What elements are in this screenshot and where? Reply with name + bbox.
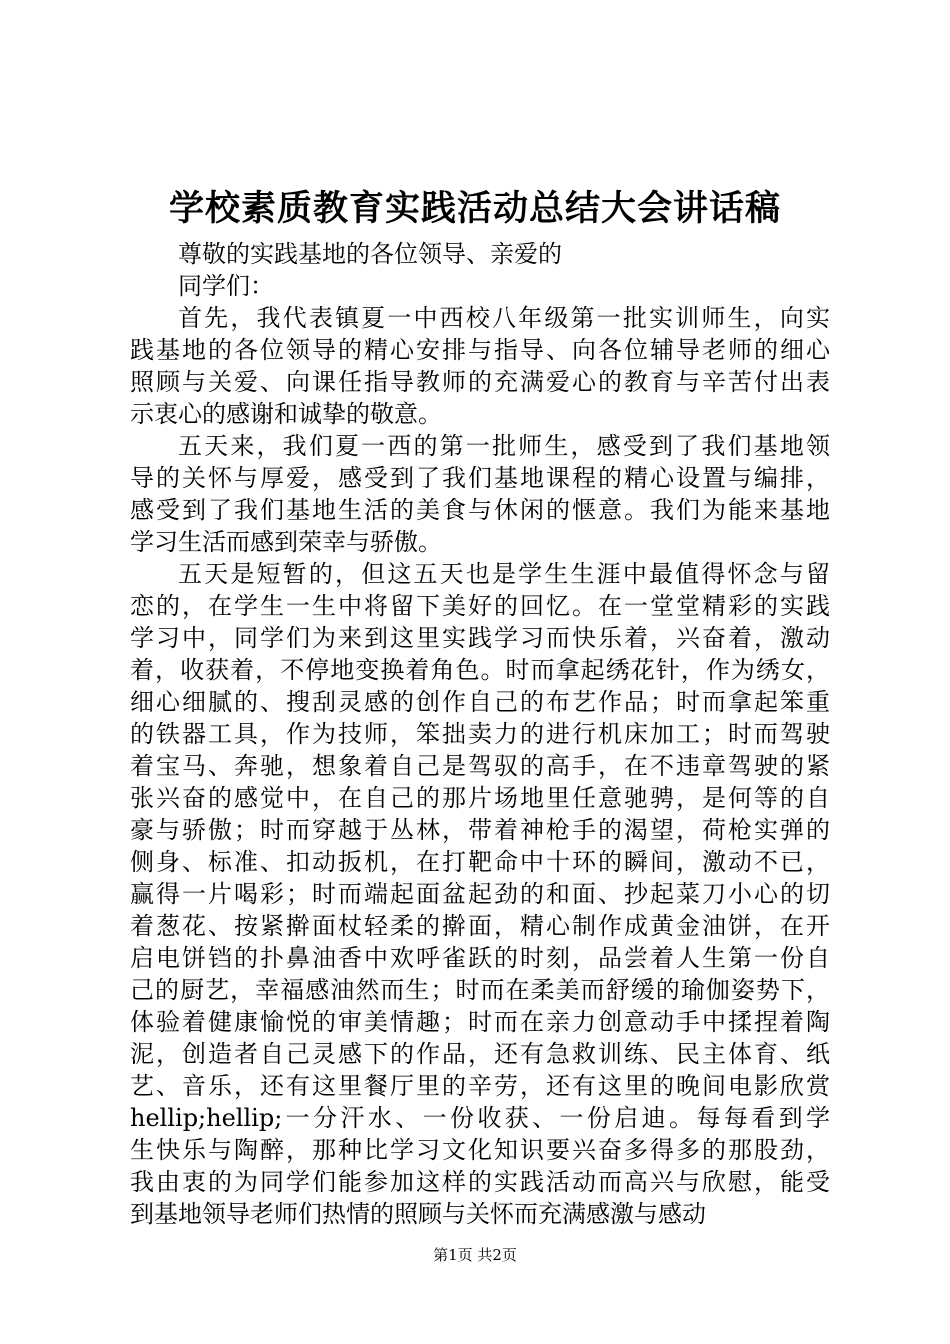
text-line: 体验着健康愉悦的审美情趣；时而在亲力创意动手中揉捏着陶 <box>130 1008 830 1036</box>
text-line: 恋的，在学生一生中将留下美好的回忆。在一堂堂精彩的实践 <box>130 592 830 620</box>
text-line: 同学们： <box>178 272 274 300</box>
text-line: 我由衷的为同学们能参加这样的实践活动而高兴与欣慰，能受 <box>130 1168 830 1196</box>
document-body <box>130 238 830 1230</box>
text-line: 张兴奋的感觉中，在自己的那片场地里任意驰骋，是何等的自 <box>130 784 830 812</box>
text-line: 践基地的各位领导的精心安排与指导、向各位辅导老师的细心 <box>130 336 830 364</box>
text-line: 示衷心的感谢和诚挚的敬意。 <box>130 400 442 428</box>
text-line: 着，收获着，不停地变换着角色。时而拿起绣花针，作为绣女， <box>130 656 830 684</box>
text-line: 到基地领导老师们热情的照顾与关怀而充满感激与感动 <box>130 1200 706 1228</box>
text-line: 启电饼铛的扑鼻油香中欢呼雀跃的时刻，品尝着人生第一份自 <box>130 944 830 972</box>
text-line: 艺、音乐，还有这里餐厅里的辛劳，还有这里的晚间电影欣赏 <box>130 1072 830 1100</box>
text-line: 着葱花、按紧擀面杖轻柔的擀面，精心制作成黄金油饼，在开 <box>130 912 830 940</box>
text-line: 首先，我代表镇夏一中西校八年级第一批实训师生，向实 <box>178 304 830 332</box>
text-line: 赢得一片喝彩；时而端起面盆起劲的和面、抄起菜刀小心的切 <box>130 880 830 908</box>
text-line: 着宝马、奔驰，想象着自己是驾驭的高手，在不违章驾驶的紧 <box>130 752 830 780</box>
text-line: 侧身、标准、扣动扳机，在打靶命中十环的瞬间，激动不已， <box>130 848 830 876</box>
text-line: 己的厨艺，幸福感油然而生；时而在柔美而舒缓的瑜伽姿势下， <box>130 976 830 1004</box>
text-line: 照顾与关爱、向课任指导教师的充满爱心的教育与辛苦付出表 <box>130 368 830 396</box>
text-line: 尊敬的实践基地的各位领导、亲爱的 <box>178 240 562 268</box>
text-line: 学习生活而感到荣幸与骄傲。 <box>130 528 442 556</box>
text-line: hellip;hellip;一分汗水、一份收获、一份启迪。每每看到学 <box>130 1104 830 1132</box>
text-line: 生快乐与陶醉，那种比学习文化知识要兴奋多得多的那股劲， <box>130 1136 830 1164</box>
text-line: 感受到了我们基地生活的美食与休闲的惬意。我们为能来基地 <box>130 496 830 524</box>
page-footer: 第1页 共2页 <box>433 1246 517 1264</box>
text-line: 豪与骄傲；时而穿越于丛林，带着神枪手的渴望，荷枪实弹的 <box>130 816 830 844</box>
text-line: 细心细腻的、搜刮灵感的创作自己的布艺作品；时而拿起笨重 <box>130 688 830 716</box>
text-line: 导的关怀与厚爱，感受到了我们基地课程的精心设置与编排， <box>130 464 830 492</box>
text-line: 的铁器工具，作为技师，笨拙卖力的进行机床加工；时而驾驶 <box>130 720 830 748</box>
text-line: 泥，创造者自己灵感下的作品，还有急救训练、民主体育、纸 <box>130 1040 830 1068</box>
text-line: 学习中，同学们为来到这里实践学习而快乐着，兴奋着，激动 <box>130 624 830 652</box>
document-title: 学校素质教育实践活动总结大会讲话稿 <box>168 188 781 229</box>
text-line: 五天是短暂的，但这五天也是学生生涯中最值得怀念与留 <box>178 560 830 588</box>
text-line: 五天来，我们夏一西的第一批师生，感受到了我们基地领 <box>178 432 830 460</box>
